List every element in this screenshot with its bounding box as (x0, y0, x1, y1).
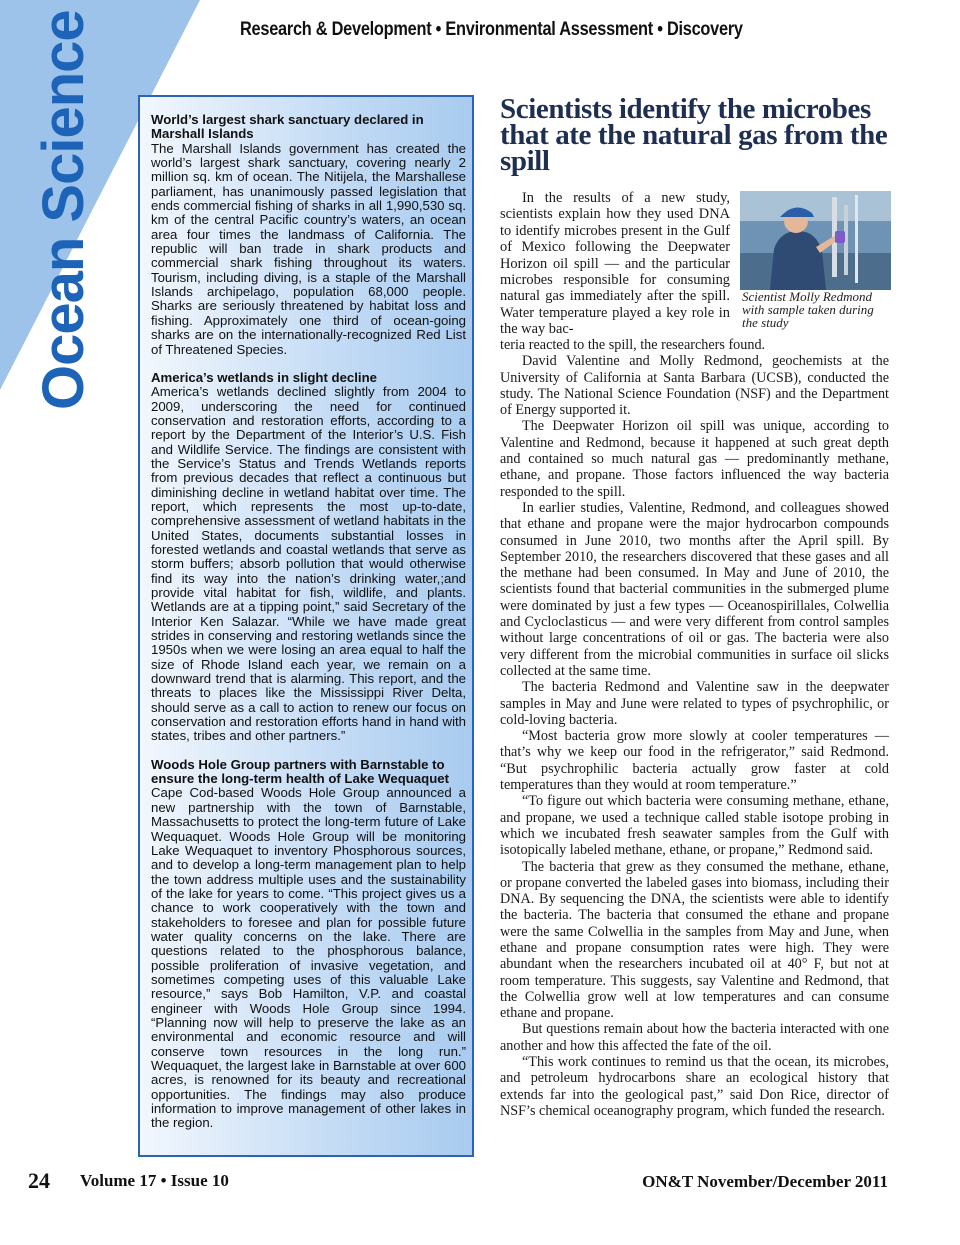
article-body (500, 337, 889, 1119)
article-paragraph: But questions remain about how the bacteria interacted with one another and how this affected the fate of the oil. (500, 1021, 889, 1054)
sidebar-item-shark-sanctuary (151, 113, 466, 357)
section-label-ocean-science: Ocean Science (31, 10, 96, 410)
page-number: 24 (28, 1168, 50, 1193)
article-paragraph: The bacteria Redmond and Valentine saw in the deepwater samples in May and June were related to types of psychrophilic, or cold-loving bacteria. (500, 679, 889, 728)
sidebar-item-body: The Marshall Islands government has created the world’s largest shark sanctuary, covering nearly 2 million sq. km of ocean. The Nitijela, the Marshallese parliament, has unanimously passed legislation that ends commercial fishing of sharks in all 1,990,530 sq. km of the central Pacific country’s waters, an ocean area four times the landmass of California. The republic will ban trade in shark products and commercial shark fishing throughout its waters. Tourism, including diving, is a staple of the Marshall Islands archipelago, population 68,000 people. Sharks are seriously threatened by habitat loss and fishing. Approximately one third of ocean-going sharks are on the internationally-recognized Red List of Threatened Species. (151, 140, 466, 357)
sidebar-item-wetlands (151, 371, 466, 744)
sidebar-item-heading: World’s largest shark sanctuary declared in Marshall Islands (151, 112, 424, 142)
sidebar-item-body: Cape Cod-based Woods Hole Group announced a new partnership with the town of Barnstable, Massachusetts to protect the long-term future of Lake Wequaquet. Woods Hole Group will be monitoring Lake Wequaquet to inventory Phosphorous sources, and to develop a long-term management plan to help the town address multiple uses and the sustainability of the lake for years to come. “This project gives us a chance to work cooperatively with the town and stakeholders to foresee and plan for possible future water quality concerns on the lake. There are questions related to the phosphorous balance, possible proliferation of invasive vegetation, and sometimes competing uses of this valuable Lake resource,” says Bob Hamilton, V.P. and coastal engineer with Woods Hole Group since 1994. “Planning now will help to preserve the lake as an environmental and economic resource and will conserve town resources in the long run.” Wequaquet, the largest lake in Barnstable at over 600 acres, is renowned for its beauty and recreational opportunities. The findings may also produce information to improve management of other lakes in the region. (151, 785, 466, 1131)
article-paragraph: In earlier studies, Valentine, Redmond, and colleagues showed that ethane and propane were the major hydrocarbon compounds consumed in June 2010, two months after the April spill. By September 2010, the researchers discovered that these gases and all the methane had been consumed. In May and June of 2010, the scientists found that bacterial communities in the submerged plume were dominated by just a few types — Oceanospirillales, Colwellia and Cycloclasticus — and were very different from control samples without large concentrations of oil or gas. The bacteria were also very different from the microbial communities in surface oil slicks collected at the same time. (500, 499, 889, 679)
section-topics-header: Research & Development • Environmental Assessment • Discovery (240, 19, 743, 40)
publication-date: ON&T November/December 2011 (642, 1172, 888, 1191)
article-paragraph: “To figure out which bacteria were consuming methane, ethane, and propane, we used a technique called stable isotope probing in which we incubated fresh seawater samples from the Gulf with isotopically labeled methane, ethane, or propane,” Redmond said. (500, 793, 889, 859)
news-sidebar (138, 95, 474, 1157)
article-paragraph: “Most bacteria grow more slowly at cooler temperatures — that’s why we keep our food in the refrigerator,” said Redmond. “But psychrophilic bacteria actually grow faster at cold temperatures than they would at room temperature.” (500, 728, 889, 794)
article-intro (500, 190, 730, 338)
article-intro-continuation: teria reacted to the spill, the researchers found. (500, 337, 766, 353)
sidebar-item-body: America’s wetlands declined slightly from 2004 to 2009, underscoring the need for continued conservation and restoration efforts, according to a report by the Department of the Interior’s U.S. Fish and Wildlife Service. The findings are consistent with the Service’s Status and Trends Wetlands reports from previous decades that reflect a continuous but diminishing decline in wetland habitat over time. The report, which represents the most up-to-date, comprehensive assessment of wetland habitats in the United States, documents substantial losses in forested wetlands and coastal wetlands that serve as storm buffers; absorb pollution that would otherwise find its way into the nation’s drinking water,;and provide vital habitat for fish, wildlife, and plants. Wetlands are at a tipping point,” said Secretary of the Interior Ken Salazar. “While we have made great strides in conserving and restoring wetlands since the 1950s when we were losing an area equal to half the size of Rhode Island each year, we remain on a downward trend that is alarming. This report, and the threats to places like the Mississippi River Delta, should serve as a call to action to renew our focus on conservation and restoration efforts hand in hand with states, tribes and other partners.” (151, 384, 466, 744)
sidebar-item-woods-hole (151, 758, 466, 1131)
sidebar-item-heading: Woods Hole Group partners with Barnstable to ensure the long-term health of Lake Wequaquet (151, 756, 449, 787)
article-intro-paragraph: In the results of a new study, scientists explain how they used DNA to identify microbes present in the Gulf of Mexico following the Deepwater Horizon oil spill — and the particular microbes responsible for consuming natural gas immediately after the spill. Water temperature played a key role in the way bac- (500, 190, 730, 338)
issue-label: Volume 17 • Issue 10 (80, 1171, 229, 1190)
article-paragraph: The bacteria that grew as they consumed the methane, ethane, or propane converted the labeled gases into biomass, including their DNA. By sequencing the DNA, the scientists were able to identify the bacteria. The bacteria that consumed the ethane and propane were the same Colwellia in the samples from May and June, when ethane and propane consumption rates were high. They were abundant when the researchers incubated oil at 40° F, but not at room temperature. This suggests, say Valentine and Redmond, that the Colwellia grow well at low temperatures and can consume ethane and propane. (500, 858, 889, 1022)
sidebar-item-heading: America’s wetlands in slight decline (151, 369, 377, 385)
article-paragraph: David Valentine and Molly Redmond, geochemists at the University of California at Santa Barbara (UCSB), conducted the study. The National Science Foundation (NSF) and the Department of Energy supported it. (500, 353, 889, 419)
article-paragraph: “This work continues to remind us that the ocean, its microbes, and petroleum hydrocarbons share an ecological history that extends far into the geological past,” said Don Rice, director of NSF’s chemical oceanography program, which funded the research. (500, 1054, 889, 1119)
photo-caption: Scientist Molly Redmond with sample taken during the study (742, 289, 874, 330)
scientist-photo (740, 191, 891, 290)
article-title: Scientists identify the microbes that ate the natural gas from the spill (500, 93, 888, 177)
article-paragraph: The Deepwater Horizon oil spill was unique, according to Valentine and Redmond, because it happened at such great depth and contained so much natural gas — predominantly methane, ethane, and propane. Those factors influenced the way bacteria responded to the spill. (500, 418, 889, 500)
scientist-photo-illustration (740, 191, 891, 290)
